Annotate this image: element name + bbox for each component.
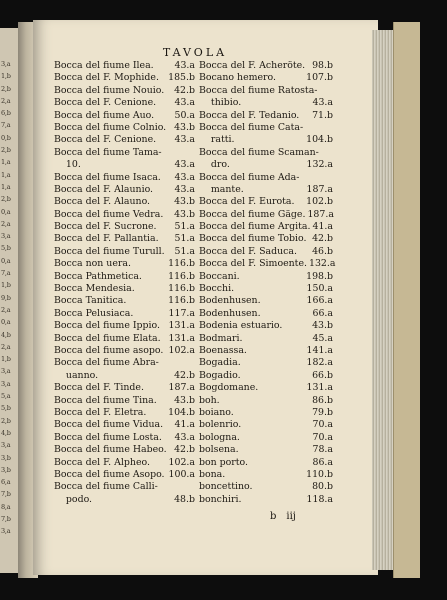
entry-name: ratti. xyxy=(199,134,235,146)
entry-name: Bocca del fiume Calli- xyxy=(54,481,158,493)
entry-reference: 98.b xyxy=(312,60,333,71)
entry-name: Bocca del F. Cenione. xyxy=(54,134,157,146)
index-entry xyxy=(54,196,195,208)
index-entry xyxy=(199,469,333,481)
entry-name: Bocca del fiume Elata. xyxy=(54,332,161,344)
index-entry xyxy=(199,221,333,233)
index-entry xyxy=(199,147,333,159)
entry-reference: 110.b xyxy=(306,468,333,480)
entry-name: Bocca del fiume Tama- xyxy=(54,146,162,158)
entry-name: Bocca del fiume Ratosta- xyxy=(199,84,318,96)
index-entry xyxy=(54,481,195,493)
entry-reference: 51.a xyxy=(174,233,195,245)
entry-reference: 70.a xyxy=(312,431,333,443)
entry-reference: 51.a xyxy=(174,245,195,257)
entry-name: Bocca del F. Eletra. xyxy=(54,406,147,418)
entry-name: Bocca del fiume Ippio. xyxy=(54,320,161,332)
index-entry xyxy=(199,172,333,184)
entry-reference: 117.a xyxy=(168,307,195,319)
entry-name: Bocca Pathmetica. xyxy=(54,270,142,282)
entry-reference: 141.a xyxy=(306,344,333,356)
entry-name: Bocca del F. Alaunio. xyxy=(54,183,154,195)
entry-name: Bocca del fiume Tobio. xyxy=(199,233,307,245)
entry-name: dro. xyxy=(199,159,230,171)
entry-name: Bocca del F. Sucrone. xyxy=(54,221,157,233)
entry-reference: 43.b xyxy=(174,394,195,406)
entry-name: Boccani. xyxy=(199,270,240,282)
entry-reference: 131.a xyxy=(306,382,333,394)
index-entry xyxy=(54,246,195,258)
entry-reference: 182.a xyxy=(306,357,333,369)
index-entry xyxy=(199,134,333,146)
entry-reference: 79.b xyxy=(312,406,333,418)
previous-page-ref: 1,a xyxy=(1,158,11,167)
index-entry xyxy=(54,395,195,407)
entry-name: Bocca del fiume Gäge. xyxy=(199,208,306,220)
entry-name: Bogadio. xyxy=(199,369,241,381)
page-edges xyxy=(372,30,394,570)
previous-page-ref: 2,b xyxy=(1,195,11,204)
index-entry xyxy=(199,122,333,134)
entry-name: Bocca del fiume Turull. xyxy=(54,245,165,257)
previous-page-ref: 3,a xyxy=(1,60,11,68)
entry-reference: 42.b xyxy=(174,369,195,381)
entry-name: bologna. xyxy=(199,431,240,443)
entry-name: bolenrio. xyxy=(199,419,242,431)
entry-name: Bocca del fiume Asopo. xyxy=(54,468,165,480)
entry-reference: 43.a xyxy=(174,159,195,171)
entry-reference: 71.b xyxy=(312,109,333,121)
index-entry xyxy=(54,432,195,444)
entry-reference: 132.a xyxy=(306,159,333,171)
previous-page-references xyxy=(0,28,20,538)
entry-name: Boenassa. xyxy=(199,344,247,356)
previous-page-ref: 3,b xyxy=(1,465,11,474)
previous-page-edge xyxy=(0,28,20,573)
entry-name: Bodenia estuario. xyxy=(199,320,283,332)
entry-name: Bocca del fiume Habeo. xyxy=(54,444,167,456)
previous-page-ref: 1,b xyxy=(1,72,11,81)
entry-reference: 185.b xyxy=(168,72,195,84)
entry-reference: 43.a xyxy=(174,97,195,109)
index-entry xyxy=(199,444,333,456)
index-entry xyxy=(199,246,333,258)
index-entry xyxy=(54,122,195,134)
previous-page-ref: 2,a xyxy=(1,96,11,105)
entry-reference: 48.b xyxy=(174,493,195,505)
previous-page-ref: 7,b xyxy=(1,514,11,523)
entry-reference: 118.a xyxy=(306,493,333,505)
previous-page-ref: 5,b xyxy=(1,244,11,253)
index-entry xyxy=(54,382,195,394)
entry-name: Bocca del fiume Colnio. xyxy=(54,121,167,133)
index-entry xyxy=(199,72,333,84)
entry-name: bona. xyxy=(199,468,226,480)
index-entry xyxy=(199,494,333,506)
entry-reference: 86.a xyxy=(312,456,333,468)
entry-name: Bocca del fiume Tina. xyxy=(54,394,157,406)
index-entry xyxy=(199,258,336,270)
entry-reference: 104.b xyxy=(306,134,333,146)
index-entry xyxy=(199,97,333,109)
book-cover xyxy=(393,22,420,578)
entry-reference: 102.a xyxy=(168,456,195,468)
entry-reference: 43.b xyxy=(174,208,195,220)
entry-name: Bocca del F. Eurota. xyxy=(199,196,295,208)
entry-name: Bocca del F. Tedanio. xyxy=(199,109,300,121)
signature-page: iij xyxy=(286,511,296,522)
entry-name: Bogdomane. xyxy=(199,382,259,394)
entry-reference: 116.b xyxy=(168,258,195,270)
entry-reference: 43.a xyxy=(174,60,195,71)
entry-name: Bocca del fiume Scaman- xyxy=(199,146,319,158)
entry-reference: 51.a xyxy=(174,221,195,233)
index-entry xyxy=(54,357,195,369)
entry-reference: 86.b xyxy=(312,394,333,406)
entry-reference: 41.a xyxy=(312,221,333,233)
index-column-right xyxy=(199,60,336,506)
previous-page-ref: 2,b xyxy=(1,416,11,425)
index-entry xyxy=(199,419,333,431)
entry-name: Bocca del fiume Isaca. xyxy=(54,171,161,183)
entry-name: Bocca del F. Alauno. xyxy=(54,196,151,208)
entry-reference: 70.a xyxy=(312,419,333,431)
entry-name: Bocca Mendesia. xyxy=(54,283,135,295)
index-entry xyxy=(199,357,333,369)
entry-reference: 43.b xyxy=(174,196,195,208)
entry-name: Bocca Pelusiaca. xyxy=(54,307,134,319)
previous-page-ref: 0,b xyxy=(1,133,11,142)
index-entry xyxy=(54,60,195,72)
index-entry xyxy=(54,271,195,283)
entry-reference: 43.a xyxy=(174,134,195,146)
previous-page-ref: 6,b xyxy=(1,109,11,118)
index-entry xyxy=(199,60,333,72)
entry-name: Bocca non uera. xyxy=(54,258,131,270)
entry-name: 10. xyxy=(54,159,81,171)
entry-reference: 41.a xyxy=(174,419,195,431)
index-entry xyxy=(54,469,195,481)
index-entry xyxy=(54,407,195,419)
index-entry xyxy=(199,382,333,394)
entry-reference: 43.a xyxy=(174,431,195,443)
entry-reference: 43.a xyxy=(174,171,195,183)
previous-page-ref: 3,b xyxy=(1,453,11,462)
index-entry xyxy=(199,209,333,221)
index-entry xyxy=(199,407,333,419)
index-entry xyxy=(54,221,195,233)
entry-name: Bocano hemero. xyxy=(199,72,277,84)
previous-page-ref: 2,a xyxy=(1,305,11,314)
entry-reference: 80.b xyxy=(312,481,333,493)
entry-name: Bodenhusen. xyxy=(199,307,261,319)
previous-page-ref: 3,a xyxy=(1,232,11,241)
entry-reference: 100.a xyxy=(168,468,195,480)
entry-reference: 198.b xyxy=(306,270,333,282)
index-entry xyxy=(54,283,195,295)
entry-name: Bocca del fiume Argita. xyxy=(199,221,311,233)
index-entry xyxy=(54,85,195,97)
entry-name: bolsena. xyxy=(199,444,239,456)
previous-page-ref: 5,a xyxy=(1,392,11,401)
index-entry xyxy=(199,320,333,332)
entry-reference: 42.b xyxy=(312,233,333,245)
entry-name: Bocca del fiume Auo. xyxy=(54,109,155,121)
entry-name: Bocca del fiume Abra- xyxy=(54,357,159,369)
entry-name: Bocca del fiume Ilea. xyxy=(54,60,154,71)
entry-reference: 50.a xyxy=(174,109,195,121)
index-entry xyxy=(54,457,195,469)
previous-page-ref: 7,a xyxy=(1,269,11,278)
previous-page-ref: 3,a xyxy=(1,441,11,450)
index-entry xyxy=(199,370,333,382)
entry-reference: 132.a xyxy=(308,258,336,270)
signature-letter: b xyxy=(270,511,277,522)
previous-page-ref: 9,b xyxy=(1,293,11,302)
previous-page-ref: 4,b xyxy=(1,330,11,339)
entry-name: thibio. xyxy=(199,97,242,109)
entry-name: Bocca del F. Simoente. xyxy=(199,258,307,270)
entry-reference: 131.a xyxy=(168,332,195,344)
index-entry xyxy=(54,419,195,431)
previous-page-ref: 3,a xyxy=(1,527,11,536)
entry-name: boncettino. xyxy=(199,481,253,493)
entry-reference: 102.b xyxy=(306,196,333,208)
index-entry xyxy=(54,110,195,122)
index-entry xyxy=(199,159,333,171)
index-entry xyxy=(54,345,195,357)
previous-page-ref: 0,a xyxy=(1,207,11,216)
index-entry xyxy=(54,233,195,245)
index-entry xyxy=(54,147,195,159)
page-title: TAVOLA xyxy=(162,46,228,59)
entry-reference: 102.a xyxy=(168,344,195,356)
entry-name: Bogadia. xyxy=(199,357,241,369)
entry-reference: 116.b xyxy=(168,283,195,295)
entry-reference: 42.b xyxy=(174,84,195,96)
entry-name: Bocca del F. Mophide. xyxy=(54,72,159,84)
previous-page-ref: 2,a xyxy=(1,342,11,351)
entry-name: Bocca del F. Cenione. xyxy=(54,97,157,109)
index-entry xyxy=(199,233,333,245)
previous-page-ref: 7,a xyxy=(1,121,11,130)
entry-name: bon porto. xyxy=(199,456,249,468)
index-entry xyxy=(199,184,333,196)
previous-page-ref: 0,a xyxy=(1,256,11,265)
index-entry xyxy=(54,134,195,146)
entry-name: Bocca del F. Saduca. xyxy=(199,245,298,257)
entry-reference: 187.a xyxy=(306,183,333,195)
index-entry xyxy=(54,72,195,84)
previous-page-ref: 3,a xyxy=(1,367,11,376)
index-entry xyxy=(199,283,333,295)
index-column-left xyxy=(54,60,195,506)
entry-name: Bodmari. xyxy=(199,332,243,344)
index-entry xyxy=(199,395,333,407)
entry-reference: 46.b xyxy=(312,245,333,257)
entry-name: uanno. xyxy=(54,369,99,381)
entry-name: boiano. xyxy=(199,406,234,418)
index-entry xyxy=(54,494,195,506)
entry-name: Bocca del fiume Vidua. xyxy=(54,419,164,431)
previous-page-ref: 6,a xyxy=(1,478,11,487)
entry-reference: 43.a xyxy=(312,97,333,109)
entry-reference: 43.b xyxy=(312,320,333,332)
previous-page-ref: 1,a xyxy=(1,170,11,179)
index-entry xyxy=(199,432,333,444)
index-entry xyxy=(199,333,333,345)
entry-reference: 66.a xyxy=(312,307,333,319)
entry-reference: 45.a xyxy=(312,332,333,344)
index-entry xyxy=(54,209,195,221)
entry-reference: 131.a xyxy=(168,320,195,332)
entry-name: Bocca del F. Alpheo. xyxy=(54,456,150,468)
index-entry xyxy=(199,271,333,283)
index-entry xyxy=(54,370,195,382)
entry-reference: 66.b xyxy=(312,369,333,381)
previous-page-ref: 5,b xyxy=(1,404,11,413)
index-entry xyxy=(54,308,195,320)
index-entry xyxy=(199,481,333,493)
index-entry xyxy=(54,159,195,171)
entry-reference: 78.a xyxy=(312,444,333,456)
index-entry xyxy=(54,258,195,270)
entry-reference: 150.a xyxy=(306,283,333,295)
entry-reference: 187.a xyxy=(168,382,195,394)
index-entry xyxy=(54,320,195,332)
index-entry xyxy=(199,110,333,122)
entry-reference: 116.b xyxy=(168,270,195,282)
entry-reference: 166.a xyxy=(306,295,333,307)
entry-name: Bocca del fiume Nouio. xyxy=(54,84,165,96)
entry-name: Bocca del fiume Vedra. xyxy=(54,208,164,220)
entry-name: boh. xyxy=(199,394,220,406)
index-entry xyxy=(54,97,195,109)
entry-reference: 187.a xyxy=(307,208,334,220)
entry-name: Bocchi. xyxy=(199,283,235,295)
entry-name: Bocca del F. Pallantia. xyxy=(54,233,159,245)
entry-name: mante. xyxy=(199,183,244,195)
signature-mark xyxy=(270,511,306,522)
entry-name: podo. xyxy=(54,493,93,505)
index-entry xyxy=(199,85,333,97)
entry-name: Bodenhusen. xyxy=(199,295,261,307)
index-entry xyxy=(199,457,333,469)
index-entry xyxy=(54,333,195,345)
entry-name: Bocca del F. Acheröte. xyxy=(199,60,306,71)
previous-page-ref: 2,a xyxy=(1,219,11,228)
index-entry xyxy=(199,345,333,357)
index-entry xyxy=(54,172,195,184)
entry-name: Bocca del fiume Ada- xyxy=(199,171,300,183)
previous-page-ref: 2,b xyxy=(1,146,11,155)
entry-reference: 116.b xyxy=(168,295,195,307)
entry-name: Bocca del fiume Losta. xyxy=(54,431,162,443)
entry-name: Bocca del fiume Cata- xyxy=(199,121,304,133)
previous-page-ref: 1,b xyxy=(1,281,11,290)
entry-reference: 43.b xyxy=(174,121,195,133)
entry-name: Bocca Tanitica. xyxy=(54,295,127,307)
index-entry xyxy=(54,295,195,307)
previous-page-ref: 7,b xyxy=(1,490,11,499)
entry-reference: 107.b xyxy=(306,72,333,84)
entry-name: Bocca del fiume asopo. xyxy=(54,344,164,356)
index-entry xyxy=(199,196,333,208)
entry-reference: 42.b xyxy=(174,444,195,456)
previous-page-ref: 8,a xyxy=(1,502,11,511)
index-entry xyxy=(199,308,333,320)
entry-name: bonchiri. xyxy=(199,493,242,505)
entry-reference: 43.a xyxy=(174,183,195,195)
previous-page-ref: 2,b xyxy=(1,84,11,93)
previous-page-ref: 4,b xyxy=(1,428,11,437)
previous-page-ref: 0,a xyxy=(1,318,11,327)
index-entry xyxy=(199,295,333,307)
index-entry xyxy=(54,184,195,196)
previous-page-ref: 3,a xyxy=(1,379,11,388)
previous-page-ref: 1,b xyxy=(1,355,11,364)
previous-page-ref: 1,a xyxy=(1,182,11,191)
entry-reference: 104.b xyxy=(168,406,195,418)
index-entry xyxy=(54,444,195,456)
entry-name: Bocca del F. Tinde. xyxy=(54,382,144,394)
